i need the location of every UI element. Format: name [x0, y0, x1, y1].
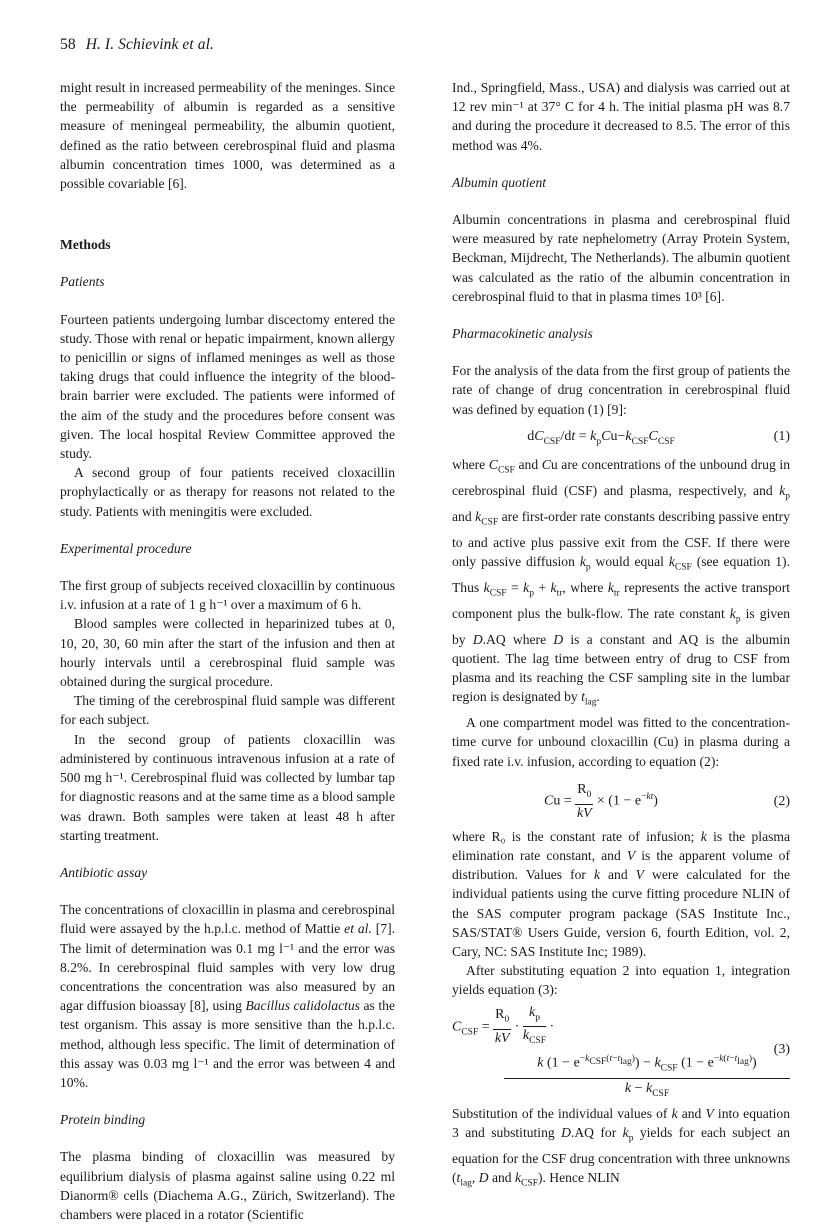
equation-1-number: (1)	[773, 428, 790, 444]
equation-1: $dC_{CSF}/dt = k_pCu-k_{CSF}C_{CSF}$ (1)	[527, 428, 790, 447]
experimental-paragraph-4: In the second group of patients cloxacillin was administered by continuous intravenous infusion at a rate of 500 mg h⁻¹. Cerebrospinal fluid was collected by lumbar tap for diagnostic reasons and at the same time as a blood sample was drawn. Both samples were taken at least 48 h after starting treatment.	[60, 731, 395, 843]
pk-heading: Pharmacokinetic analysis	[452, 326, 593, 342]
protein-heading: Protein binding	[60, 1112, 146, 1128]
pk-paragraph-5: After substituting equation 2 into equation 1, integration yields equation (3):	[452, 963, 790, 998]
antibiotic-paragraph: The concentrations of cloxacillin in plasma and cerebrospinal fluid were assayed by the h.p.l.c. method of Mattie et al. [7]. The limit of determination was 0.1 mg l⁻¹ and the error was 8.2%. In cerebrospinal fluid samples with very low drug concentrations the concentration was also measured by an agar diffusion bioassay [8], using Bacillus calidolactus as the test organism. This assay is more sensitive than the h.p.l.c. method, although less specific. The limit of determination of this assay was 0.03 mg l⁻¹ and the error was between 4 and 10%.	[60, 902, 395, 1090]
experimental-paragraph-3: The timing of the cerebrospinal fluid sample was different for each subject.	[60, 693, 395, 728]
patients-paragraph-2: A second group of four patients received cloxacillin prophylactically or as therapy for reasons not related to the study. Patients with meningitis were excluded.	[60, 465, 395, 519]
equation-2-number: (2)	[773, 793, 790, 809]
left-column	[60, 78, 395, 1224]
pk-paragraph-3: A one compartment model was fitted to the concentration-time curve for unbound cloxacillin (Cu) in plasma during a fixed rate i.v. infusion, according to equation (2):	[452, 715, 790, 769]
intro-paragraph: might result in increased permeability of the meninges. Since the permeability of albumin is regarded as a sensitive measure of meningeal permeability, the albumin quotient, defined as the ratio between cerebrospinal fluid and plasma albumin concentration times 1000, was determined as a possible covariable [6].	[60, 80, 395, 192]
experimental-paragraph-2: Blood samples were collected in heparinized tubes at 0, 10, 20, 30, 60 min after the start of the infusion and then at hourly intervals until a cerebrospinal fluid sample was obtained during the surgical procedure.	[60, 616, 395, 690]
experimental-heading: Experimental procedure	[60, 540, 192, 556]
patients-heading: Patients	[60, 274, 105, 290]
equation-3-number: (3)	[773, 1041, 790, 1057]
antibiotic-heading: Antibiotic assay	[60, 864, 148, 880]
right-column	[452, 78, 790, 1194]
albumin-heading: Albumin quotient	[452, 174, 547, 190]
running-header	[60, 36, 214, 54]
pk-paragraph-6: Substitution of the individual values of k and V into equation 3 and substituting D.AQ for $k_p$ yields for each subject an equation for the CSF drug concentration with three unknowns ($t_{lag}$, D and $k_{CSF}$). Hence NLIN	[452, 1105, 791, 1189]
equation-3: $C_{CSF}$ = $\frac{R_0}{kV}$ · $\frac{k_p}{k_{CSF}}$ · k $(1 - e^{-k_{CSF}(t-t_{lag})}) - k_{CSF}$ $(1 - e^{-k(t-t_{lag})})$ $k - k_{CSF}$ (3)	[452, 1004, 790, 1099]
running-author: H. I. Schievink et al.	[85, 36, 214, 53]
pk-paragraph-2: where $C_{CSF}$ and Cu are concentrations of the unbound drug in cerebrospinal fluid (CSF) and plasma, respectively, and $k_p$ and $k_{CSF}$ are first-order rate constants describing passive entry to and active plus passive exit from the CSF. If there were only passive diffusion $k_p$ would equal $k_{CSF}$ (see equation 1). Thus $k_{CSF} = k_p + k_{tr}$, where $k_{tr}$ represents the active transport component plus the bulk-flow. The rate constant $k_p$ is given by D.AQ where D is a constant and AQ is the albumin quotient. The lag time between entry of drug to CSF from plasma and its reaching the CSF sampling site in the lumbar region is designated by $t_{lag}$.	[452, 456, 790, 708]
pk-paragraph-1: For the analysis of the data from the first group of patients the rate of change of drug concentration in cerebrospinal fluid was defined by equation (1) [9]:	[452, 363, 790, 417]
equation-2: Cu = $\frac{R_0}{kV}$ × $(1 - e^{-kt})$ (2)	[544, 781, 790, 821]
patients-paragraph-1: Fourteen patients undergoing lumbar discectomy entered the study. Those with renal or hepatic impairment, known allergy to penicillin or signs of inflamed meninges as well as those taking drugs that could influence the integrity of the blood-brain barrier were excluded. The patients were informed of the aim of the study and the procedures before consent was given. The local hospital Review Committee approved the study.	[60, 311, 395, 462]
experimental-paragraph-1: The first group of subjects received cloxacillin by continuous i.v. infusion at a rate of 1 g h⁻¹ over a maximum of 6 h.	[60, 578, 395, 613]
albumin-paragraph: Albumin concentrations in plasma and cerebrospinal fluid were measured by rate nephelometry (Array Protein System, Beckman, Mijdrecht, The Netherlands). The albumin quotient was calculated as the ratio of the albumin concentration in cerebrospinal fluid to that in plasma times 10³ [6].	[452, 212, 790, 304]
dialysis-paragraph: Ind., Springfield, Mass., USA) and dialysis was carried out at 12 rev min⁻¹ at 37° C for 4 h. The initial plasma pH was 8.7 and during the procedure it decreased to 8.5. The error of this method was 4%.	[452, 80, 790, 153]
protein-paragraph: The plasma binding of cloxacillin was measured by equilibrium dialysis of plasma against saline using 0.22 ml Dianorm® cells (Diachema A.G., Zürich, Switzerland). The chambers were placed in a rotator (Scientific	[60, 1149, 395, 1222]
methods-heading: Methods	[60, 237, 111, 253]
page-number: 58	[60, 36, 76, 53]
pk-paragraph-4: where R₀ is the constant rate of infusion; k is the plasma elimination rate constant, and V is the apparent volume of distribution. Values for k and V were calculated for the individual patients using the curve fitting procedure NLIN of the SAS computer program package (SAS Institute Inc., SAS/STAT® Users Guide, version 6, fourth Edition, vol. 2, Cary, NC: SAS Institute Inc; 1989).	[452, 828, 790, 959]
